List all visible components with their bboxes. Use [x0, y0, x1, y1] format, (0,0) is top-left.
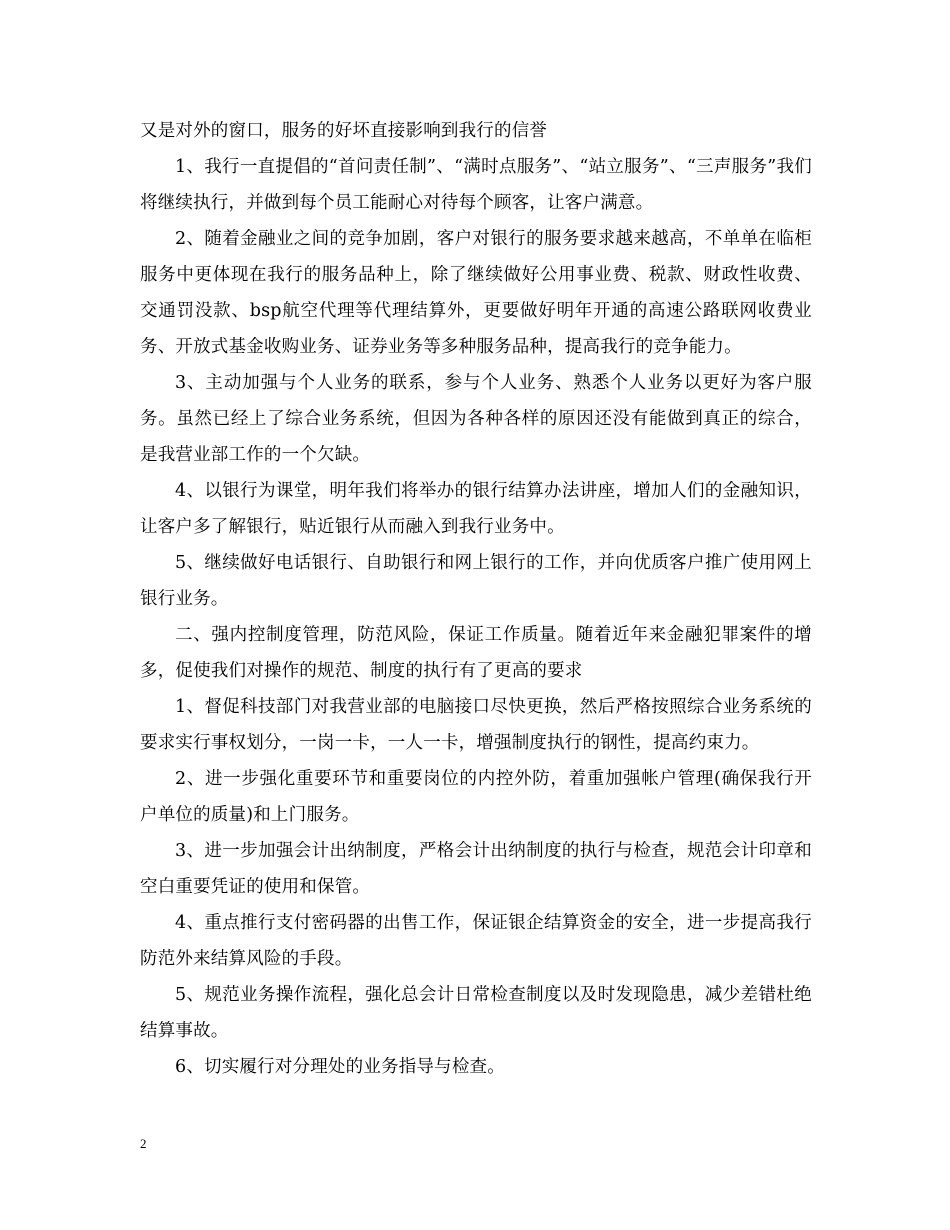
paragraph: 又是对外的窗口，服务的好坏直接影响到我行的信誉 [140, 121, 548, 141]
paragraph: 二、强内控制度管理，防范风险，保证工作质量。随着近年来金融犯罪案件的增多，促使我们对操作的规范、制度的执行有了更高的要求 [140, 625, 812, 681]
paragraph: 4、以银行为课堂，明年我们将举办的银行结算办法讲座，增加人们的金融知识，让客户多了解银行，贴近银行从而融入到我行业务中。 [140, 481, 812, 537]
paragraph: 1、我行一直提倡的“首问责任制”、“满时点服务”、“站立服务”、“三声服务”我们将继续执行，并做到每个员工能耐心对待每个顾客，让客户满意。 [140, 157, 812, 213]
paragraph: 3、主动加强与个人业务的联系，参与个人业务、熟悉个人业务以更好为客户服务。虽然已经上了综合业务系统，但因为各种各样的原因还没有能做到真正的综合，是我营业部工作的一个欠缺。 [140, 373, 812, 465]
paragraph: 3、进一步加强会计出纳制度，严格会计出纳制度的执行与检查，规范会计印章和空白重要凭证的使用和保管。 [140, 841, 812, 897]
paragraph: 4、重点推行支付密码器的出售工作，保证银企结算资金的安全，进一步提高我行防范外来结算风险的手段。 [140, 913, 812, 969]
page-number: 2 [140, 1136, 147, 1151]
paragraph: 1、督促科技部门对我营业部的电脑接口尽快更换，然后严格按照综合业务系统的要求实行事权划分，一岗一卡，一人一卡，增强制度执行的钢性，提高约束力。 [140, 697, 812, 753]
paragraph: 2、进一步强化重要环节和重要岗位的内控外防，着重加强帐户管理(确保我行开户单位的质量)和上门服务。 [140, 769, 812, 825]
document-body [140, 113, 812, 1085]
paragraph: 6、切实履行对分理处的业务指导与检查。 [175, 1057, 505, 1077]
paragraph: 2、随着金融业之间的竞争加剧，客户对银行的服务要求越来越高，不单单在临柜服务中更体现在我行的服务品种上，除了继续做好公用事业费、税款、财政性收费、交通罚没款、bsp航空代理等代理结算外，更要做好明年开通的高速公路联网收费业务、开放式基金收购业务、证券业务等多种服务品种，提高我行的竞争能力。 [140, 229, 812, 357]
paragraph: 5、规范业务操作流程，强化总会计日常检查制度以及时发现隐患，减少差错杜绝结算事故。 [140, 985, 812, 1041]
paragraph: 5、继续做好电话银行、自助银行和网上银行的工作，并向优质客户推广使用网上银行业务。 [140, 553, 812, 609]
